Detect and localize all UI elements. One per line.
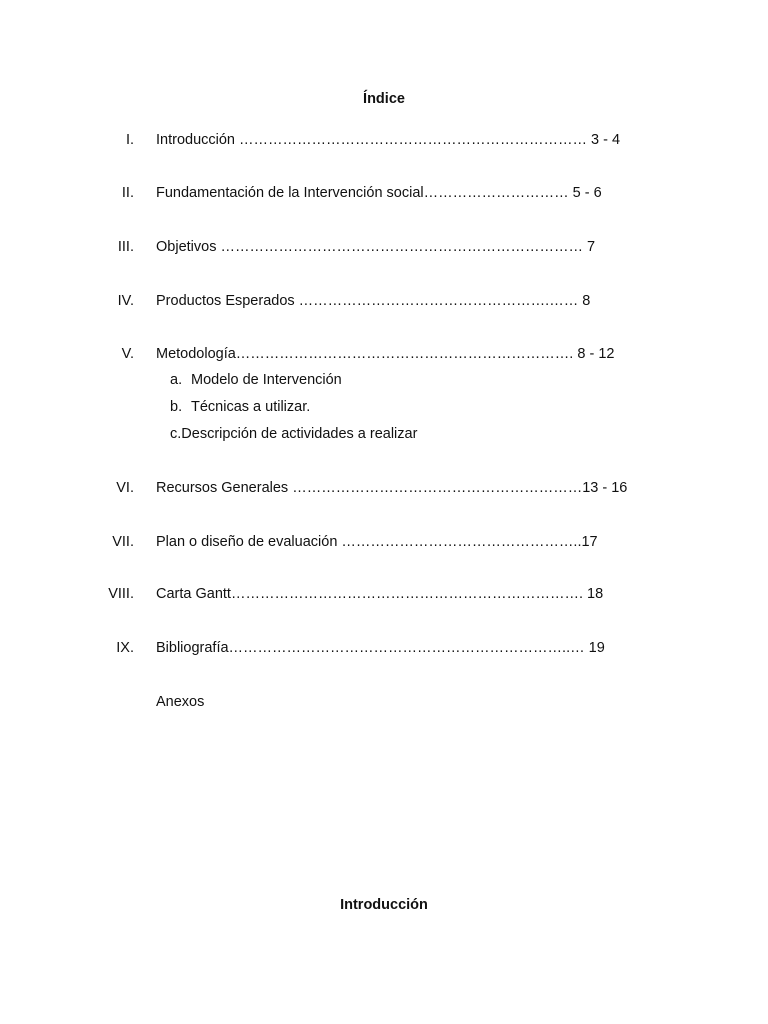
toc-subentry-text: Modelo de Intervención: [191, 372, 342, 388]
toc-subentry-letter: a.: [170, 372, 183, 388]
index-title: Índice: [363, 91, 405, 107]
toc-entry-text: Bibliografía……………………………………………………………..… 19: [156, 640, 605, 656]
toc-entry-text: Anexos: [156, 694, 205, 710]
toc-entry-text: Plan o diseño de evaluación …………………………………………..17: [156, 534, 598, 550]
toc-entry-text: Recursos Generales ……………………………………………………13 - 16: [156, 480, 628, 496]
toc-entry-text: Introducción ……………………………………………………………… 3 - 4: [156, 132, 621, 148]
toc-entry-text: Objetivos ………………………………………………………………… 7: [156, 239, 596, 255]
toc-entry-number: VIII.: [108, 586, 134, 602]
toc-entry-number: IX.: [116, 640, 134, 656]
toc-entry-text: Productos Esperados …………………………………………….…… 8: [156, 293, 591, 309]
toc-entry-number: VI.: [116, 480, 134, 496]
toc-entry-text: Metodología……………………………………………………………. 8 - 12: [156, 346, 615, 362]
toc-entry-number: IV.: [117, 293, 134, 309]
toc-entry-number: III.: [117, 239, 134, 255]
toc-subentry-text: c.Descripción de actividades a realizar: [170, 426, 418, 442]
toc-entry-number: II.: [121, 185, 134, 201]
toc-entry-number: I.: [125, 132, 134, 148]
toc-entry-number: VII.: [112, 534, 134, 550]
toc-entry-text: Fundamentación de la Intervención social………………………… 5 - 6: [156, 185, 602, 201]
toc-subentry-letter: b.: [170, 399, 183, 415]
introduction-title: Introducción: [340, 897, 428, 913]
toc-subentry-text: Técnicas a utilizar.: [191, 399, 311, 415]
toc-entry-text: Carta Gantt………………………………………………………………. 18: [156, 586, 604, 602]
toc-entry-number: V.: [121, 346, 134, 362]
